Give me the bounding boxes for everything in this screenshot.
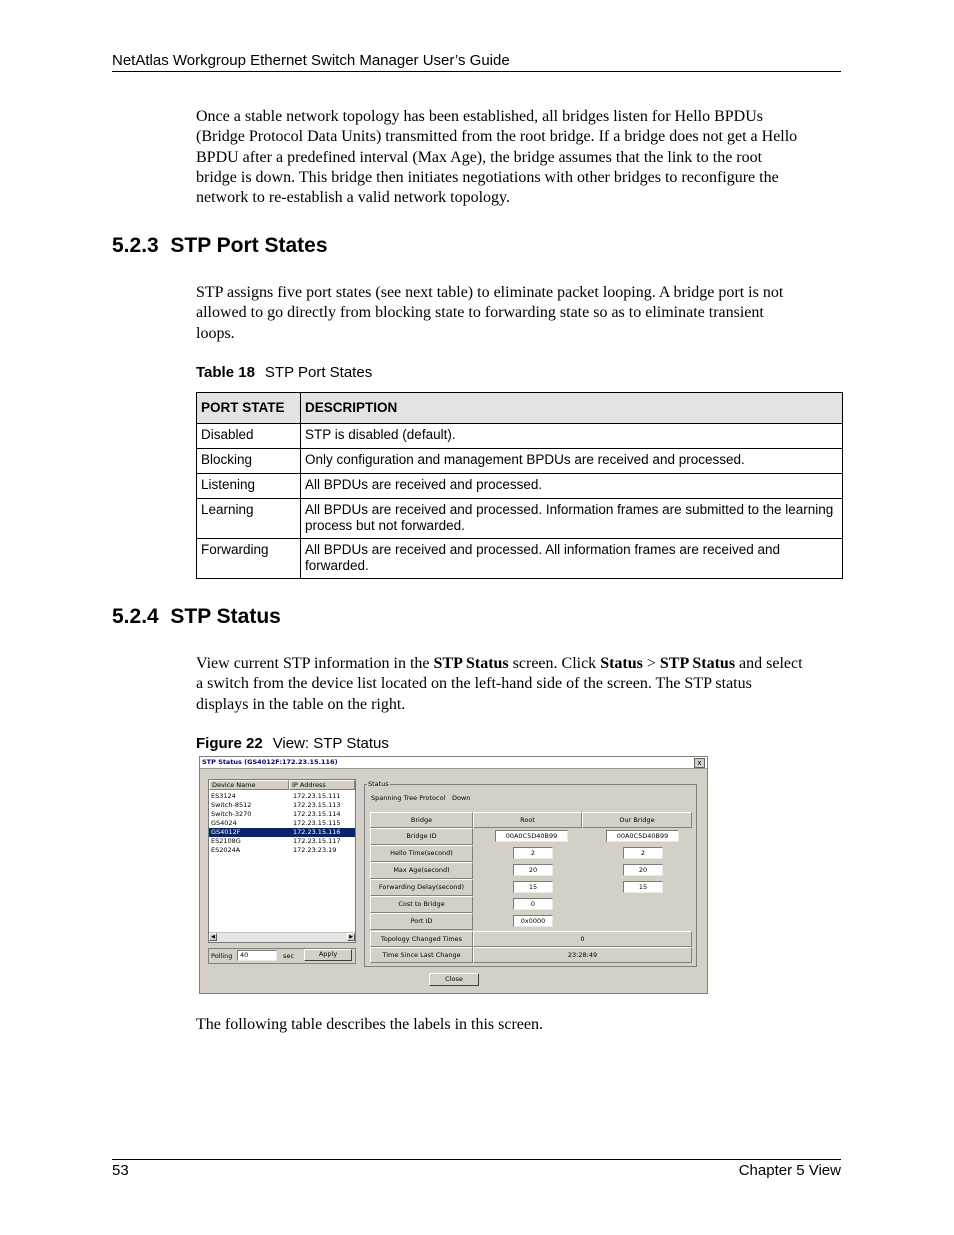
port-states-table xyxy=(196,392,843,579)
our-forwarding-delay-field[interactable]: 15 xyxy=(623,881,663,893)
section-heading-port-states: 5.2.3 STP Port States xyxy=(112,234,328,257)
intro-line: bridge is down. This bridge then initiates negotiations with other bridges to reconfigure the xyxy=(196,168,779,186)
intro-line: (Bridge Protocol Data Units) transmitted from the root bridge. If a bridge does not get a Hello xyxy=(196,128,798,146)
scroll-left-icon[interactable]: ◀ xyxy=(209,933,217,941)
table-row xyxy=(197,474,843,499)
forwarding-delay-label: Forwarding Delay(second) xyxy=(370,879,473,896)
grid-row-topology-changed xyxy=(370,931,692,947)
device-ip: 172.23.15.116 xyxy=(293,828,341,836)
intro-line: BPDU after a predefined interval (Max Age), the bridge assumes that the link to the root xyxy=(196,148,763,166)
device-ip: 172.23.15.114 xyxy=(293,810,341,818)
table-title: STP Port States xyxy=(264,364,373,381)
closing-paragraph: The following table describes the labels in this screen. xyxy=(196,1016,544,1033)
grid-row-bridge-id xyxy=(370,828,692,845)
grid-header-our-bridge: Our Bridge xyxy=(582,812,692,828)
device-name: Switch-8512 xyxy=(211,801,252,809)
time-since-change-value: 23:28:49 xyxy=(473,947,692,963)
root-forwarding-delay-field[interactable]: 15 xyxy=(513,881,553,893)
scroll-right-icon[interactable]: ▶ xyxy=(347,933,355,941)
device-row-selected[interactable] xyxy=(209,828,355,837)
paragraph-line xyxy=(196,654,842,674)
column-header-port-state: PORT STATE xyxy=(197,393,301,424)
bridge-id-label: Bridge ID xyxy=(370,828,473,845)
max-age-label: Max Age(second) xyxy=(370,862,473,879)
intro-line: Once a stable network topology has been established, all bridges listen for Hello BPDUs xyxy=(196,108,763,125)
table-header-row xyxy=(197,393,843,424)
device-row[interactable] xyxy=(209,801,355,810)
text-run: > xyxy=(642,655,660,672)
intro-line: network to re-establish a valid network topology. xyxy=(196,189,510,207)
grid-header-bridge: Bridge xyxy=(370,812,473,828)
intro-paragraph xyxy=(196,107,842,208)
header-rule xyxy=(112,71,841,72)
device-list[interactable] xyxy=(208,779,356,943)
device-row[interactable] xyxy=(209,792,355,801)
polling-unit: sec xyxy=(283,952,294,960)
paragraph-line: loops. xyxy=(196,324,235,342)
bold-run: STP Status xyxy=(659,655,736,672)
cost-to-bridge-label: Cost to Bridge xyxy=(370,896,473,913)
our-hello-time-field[interactable]: 2 xyxy=(623,847,663,859)
polling-label: Polling xyxy=(211,952,233,960)
device-ip: 172.23.23.19 xyxy=(293,846,337,854)
paragraph-line: a switch from the device list located on the left-hand side of the screen. The STP status xyxy=(196,675,752,693)
root-port-id-field[interactable]: 0x0000 xyxy=(513,915,553,927)
horizontal-scrollbar[interactable] xyxy=(209,932,355,942)
root-hello-time-field[interactable]: 2 xyxy=(513,847,553,859)
section-heading-stp-status: 5.2.4 STP Status xyxy=(112,605,281,628)
table-label: Table 18 xyxy=(196,364,255,381)
paragraph-line: allowed to go directly from blocking state to forwarding state so as to eliminate transient xyxy=(196,304,764,322)
root-max-age-field[interactable]: 20 xyxy=(513,864,553,876)
device-ip: 172.23.15.117 xyxy=(293,837,341,845)
port-state-cell: Forwarding xyxy=(197,539,301,579)
bold-run: STP Status xyxy=(433,655,509,672)
stp-status-paragraph xyxy=(196,654,842,715)
window-title: STP Status (GS4012F:172.23.15.116) xyxy=(202,758,338,766)
device-row[interactable] xyxy=(209,837,355,846)
figure-caption xyxy=(196,735,389,752)
port-state-cell: Listening xyxy=(197,474,301,499)
table-row xyxy=(197,424,843,449)
topology-changed-value: 0 xyxy=(473,931,692,947)
status-legend: Status xyxy=(368,780,389,788)
port-state-cell: Disabled xyxy=(197,424,301,449)
grid-row-hello-time xyxy=(370,845,692,862)
root-cost-to-bridge-field[interactable]: 0 xyxy=(513,898,553,910)
description-cell: All BPDUs are received and processed. Information frames are submitted to the learning process but not forwarded. xyxy=(301,499,843,539)
apply-button[interactable]: Apply xyxy=(304,949,352,961)
table-row xyxy=(197,449,843,474)
description-cell: STP is disabled (default). xyxy=(301,424,843,449)
paragraph-line: STP assigns five port states (see next table) to eliminate packet looping. A bridge port is not xyxy=(196,284,784,301)
figure-label: Figure 22 xyxy=(196,735,263,752)
chapter-label: Chapter 5 View xyxy=(738,1162,841,1179)
device-name: GS4024 xyxy=(211,819,237,827)
text-run: View current STP information in the xyxy=(196,655,434,672)
grid-header-root: Root xyxy=(473,812,582,828)
port-id-label: Port ID xyxy=(370,913,473,930)
root-bridge-id-field[interactable]: 00A0C5D40B99 xyxy=(495,830,568,842)
device-name: GS4012F xyxy=(211,828,241,836)
device-ip: 172.23.15.113 xyxy=(293,801,341,809)
device-name: ES3124 xyxy=(211,792,236,800)
column-header-ip-address[interactable]: IP Address xyxy=(289,780,355,790)
time-since-change-label: Time Since Last Change xyxy=(370,947,473,963)
device-row[interactable] xyxy=(209,810,355,819)
hello-time-label: Hello Time(second) xyxy=(370,845,473,862)
spanning-tree-value: Down xyxy=(452,794,471,802)
footer-rule xyxy=(112,1159,841,1160)
text-run: screen. Click xyxy=(508,655,601,672)
polling-interval-input[interactable]: 40 xyxy=(237,950,277,961)
port-state-cell: Learning xyxy=(197,499,301,539)
port-states-paragraph xyxy=(196,283,842,344)
device-name: Switch-3270 xyxy=(211,810,252,818)
device-ip: 172.23.15.115 xyxy=(293,819,341,827)
bold-run: Status xyxy=(600,655,643,672)
port-state-cell: Blocking xyxy=(197,449,301,474)
table-row xyxy=(197,539,843,579)
figure-title: View: STP Status xyxy=(272,735,389,752)
spanning-tree-label: Spanning Tree Protocol xyxy=(371,794,446,802)
description-cell: Only configuration and management BPDUs are received and processed. xyxy=(301,449,843,474)
column-header-device-name[interactable]: Device Name xyxy=(209,780,289,790)
text-run: and select xyxy=(735,655,803,672)
stp-status-window xyxy=(199,756,708,994)
device-row[interactable] xyxy=(209,819,355,828)
grid-header-row xyxy=(370,812,692,828)
column-header-description: DESCRIPTION xyxy=(301,393,843,424)
topology-changed-label: Topology Changed Times xyxy=(370,931,473,947)
device-name: ES2024A xyxy=(211,846,241,854)
grid-row-forwarding-delay xyxy=(370,879,692,896)
device-ip: 172.23.15.111 xyxy=(293,792,341,800)
description-cell: All BPDUs are received and processed. All information frames are received and forwarded. xyxy=(301,539,843,579)
window-titlebar[interactable] xyxy=(200,757,707,769)
grid-row-time-since-change xyxy=(370,947,692,963)
paragraph-line: displays in the table on the right. xyxy=(196,695,406,713)
close-icon[interactable]: x xyxy=(694,758,705,768)
table-row xyxy=(197,499,843,539)
table-caption xyxy=(196,364,372,381)
page-number: 53 xyxy=(112,1162,129,1179)
device-name: ES2108G xyxy=(211,837,241,845)
grid-row-port-id xyxy=(370,913,692,930)
close-button[interactable]: Close xyxy=(429,973,479,986)
device-row[interactable] xyxy=(209,846,355,855)
running-header: NetAtlas Workgroup Ethernet Switch Manager User’s Guide xyxy=(112,52,510,69)
grid-row-cost-to-bridge xyxy=(370,896,692,913)
description-cell: All BPDUs are received and processed. xyxy=(301,474,843,499)
our-max-age-field[interactable]: 20 xyxy=(623,864,663,876)
our-bridge-id-field[interactable]: 00A0C5D40B99 xyxy=(606,830,679,842)
grid-row-max-age xyxy=(370,862,692,879)
